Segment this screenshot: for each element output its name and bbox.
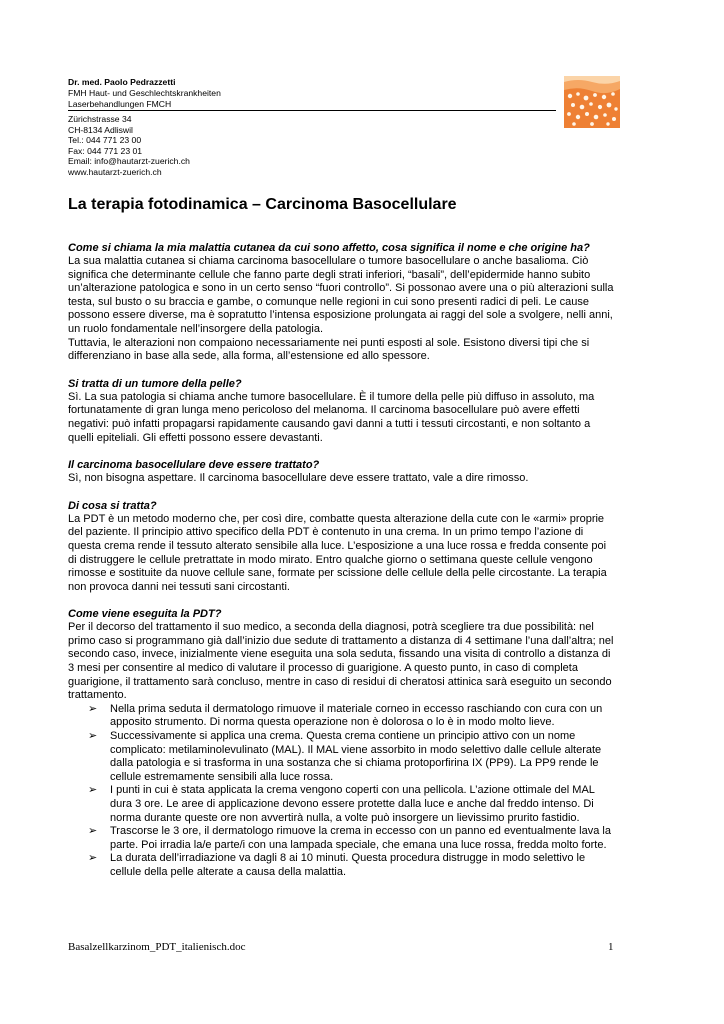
section-origin — [68, 241, 668, 364]
skin-tissue-logo-icon — [564, 76, 620, 128]
address-phone: Tel.: 044 771 23 00 — [68, 135, 142, 146]
section-treatment-needed — [68, 458, 668, 486]
list-item — [68, 784, 668, 825]
paragraph-line: Sì. La sua patologia si chiama anche tumore basocellulare. È il tumore della pelle più diffuso in assoluto, ma — [68, 390, 595, 403]
paragraph-line: di distruggere le cellule pretrattate in modo mirato. Entro qualche giorno o settimana queste cellule vengono — [68, 553, 593, 566]
section-procedure — [68, 607, 668, 879]
paragraph-line: negativi: può infatti propagarsi rapidamente causando gavi danni a tutti i tessuti circostanti, e non soltanto a — [68, 417, 591, 430]
list-item-line: dalla patologia e si trasforma in una sostanza che si chiama protoporfirina IX (PP9). La PP9 rende le — [110, 757, 599, 770]
paragraph-line: fortunatamente di gran lunga meno pericoloso del melanoma. Il carcinoma basocellulare può avere effetti — [68, 404, 580, 417]
doctor-name: Dr. med. Paolo Pedrazzetti — [68, 77, 176, 87]
list-item-line: Nella prima seduta il dermatologo rimuove il materiale corneo in eccesso raschiando con cura con un — [110, 702, 603, 715]
address-block — [68, 114, 190, 178]
list-item — [68, 852, 668, 879]
section-paragraph — [68, 621, 668, 703]
list-item-line: dura 3 ore. Le aree di applicazione devono essere protette dalla luce e anche dal freddo intenso. Di — [110, 798, 594, 810]
section-paragraph — [68, 513, 668, 595]
address-street: Zürichstrasse 34 — [68, 114, 132, 124]
section-paragraph — [68, 255, 668, 364]
paragraph-line: 3 mesi per consentire al medico di valutare il processo di guarigione. A questo punto, in caso di completa — [68, 662, 578, 675]
address-city: CH-8134 Adliswil — [68, 124, 133, 135]
section-paragraph — [68, 391, 668, 445]
section-skin-tumor — [68, 377, 668, 445]
section-question: Come viene eseguita la PDT? — [68, 608, 222, 621]
paragraph-line: Sì, non bisogna aspettare. Il carcinoma basocellulare deve essere trattato, vale a dire rimosso. — [68, 472, 529, 485]
list-item-line: La durata dell’irradiazione va dagli 8 ai 10 minuti. Questa procedura distrugge in modo selettivo le — [110, 852, 586, 865]
paragraph-line: Per il decorso del trattamento il suo medico, a seconda della diagnosi, potrà scegliere tra due possibilità: nel — [68, 621, 594, 634]
arrow-bullet-icon: ➢ — [88, 784, 98, 797]
paragraph-line: differenziano in base alla sede, alla forma, all’estensione ed allo spessore. — [68, 350, 430, 363]
paragraph-line: un’alterazione patologica e sono in un certo senso “fuori controllo”. Si possonao avere una o più alterazioni sulla — [68, 282, 614, 295]
paragraph-line: testa, sul busto o su braccia e gambe, o comunque nelle regioni in cui sono presenti radici di peli. Le cause — [68, 295, 589, 308]
address-fax: Fax: 044 771 23 01 — [68, 145, 143, 156]
section-what-is-it — [68, 499, 668, 595]
paragraph-line: La sua malattia cutanea si chiama carcinoma basocellulare o tumore basocellulare o anche basalioma. Ciò — [68, 255, 589, 267]
section-question: Di cosa si tratta? — [68, 499, 157, 512]
procedure-bullet-list — [68, 703, 668, 880]
paragraph-line: La PDT è un metodo moderno che, per così dire, combatte questa alterazione della cute con le «armi» proprie — [68, 512, 605, 525]
paragraph-line: quelli epiteliali. Gli effetti possono essere devastanti. — [68, 431, 323, 444]
list-item-line: I punti in cui è stata applicata la crema vengono coperti con una pellicola. L’azione ottimale del MAL — [110, 784, 595, 797]
address-email: Email: info@hautarzt-zuerich.ch — [68, 156, 190, 167]
list-item-line: cellule della pelle alterate a causa della malattia. — [110, 865, 347, 878]
list-item-line: Successivamente si applica una crema. Questa crema contiene un principio attivo con un nome — [110, 730, 576, 743]
section-question: Come si chiama la mia malattia cutanea da cui sono affetto, cosa significa il nome e che origine ha? — [68, 242, 590, 254]
paragraph-line: secondo caso, invece, inizialmente viene eseguita una sola seduta, fissando una visita di controllo a distanza di — [68, 648, 611, 661]
list-item-line: parte. Poi irradia la/e parte/i con una lampada speciale, che emana una luce rossa, fredda molto forte. — [110, 838, 607, 851]
paragraph-line: del paziente. Il principio attivo specifico della PDT è contenuto in una crema. In un primo tempo l’azione di — [68, 526, 584, 539]
list-item-line: apposito strumento. Di norma questa operazione non è dolorosa o lo è in modo molto lieve. — [110, 716, 555, 729]
list-item-line: norma durante queste ore non avvertirà nulla, a volte può insorgere un lievissimo prurito fastidio. — [110, 811, 580, 824]
paragraph-line: possono essere diverse, ma è sopratutto l’intensa esposizione prolungata ai raggi del sole a svolgere, nelli anni, — [68, 309, 613, 322]
doctor-laser-specialty: Laserbehandlungen FMCH — [68, 99, 556, 111]
letterhead — [68, 77, 558, 111]
paragraph-line: guarigione, il trattamento sarà concluso, mentre in caso di residui di cheratosi attinica sarà eseguito un secondo — [68, 675, 612, 688]
doctor-specialty: FMH Haut- und Geschlechtskrankheiten — [68, 88, 221, 98]
paragraph-line: significa che determinante cellule che fanno parte degli strati inferiori, “basali”, dell’epidermide hanno subito — [68, 268, 591, 281]
section-question: Il carcinoma basocellulare deve essere trattato? — [68, 459, 320, 472]
address-website: www.hautarzt-zuerich.ch — [68, 166, 162, 177]
paragraph-line: Tuttavia, le alterazioni non compaiono necessariamente nei punti esposti al sole. Esistono diversi tipi che si — [68, 336, 590, 349]
paragraph-line: rimosse e sostituite da nuove cellule sane, formate per scissione delle cellule della pelle circostante. La terapia — [68, 567, 607, 580]
paragraph-line: non provoca danni nei tessuti sani circostanti. — [68, 580, 290, 593]
paragraph-line: questa crema rende il tessuto alterato sensibile alla luce. L’esposizione a una luce rossa e fredda consente poi — [68, 539, 607, 552]
list-item-line: Trascorse le 3 ore, il dermatologo rimuove la crema in eccesso con un panno ed eventualmente lava la — [110, 825, 611, 838]
list-item-line: cellule estremamente sensibili alla luce rossa. — [110, 770, 334, 783]
document-title: La terapia fotodinamica – Carcinoma Basocellulare — [68, 196, 457, 213]
footer-filename: Basalzellkarzinom_PDT_italienisch.doc — [68, 941, 246, 953]
paragraph-line: un ruolo fondamentale nell’insorgere della patologia. — [68, 322, 324, 335]
document-body — [68, 241, 668, 893]
section-question: Si tratta di un tumore della pelle? — [68, 377, 242, 390]
paragraph-line: trattamento. — [68, 689, 127, 702]
section-paragraph — [68, 472, 668, 486]
arrow-bullet-icon: ➢ — [88, 852, 98, 865]
list-item — [68, 703, 668, 730]
list-item — [68, 730, 668, 784]
arrow-bullet-icon: ➢ — [88, 730, 98, 743]
arrow-bullet-icon: ➢ — [88, 825, 98, 838]
paragraph-line: primo caso si programmano già dall’inizio due sedute di trattamento a distanza di 4 settimane l’una dall’altra; nel — [68, 634, 614, 647]
list-item — [68, 825, 668, 852]
arrow-bullet-icon: ➢ — [88, 702, 98, 715]
list-item-line: complicato: metilaminolevulinato (MAL). Il MAL viene assorbito in modo selettivo dalle cellule alterate — [110, 743, 602, 756]
footer-page-number: 1 — [608, 941, 614, 953]
